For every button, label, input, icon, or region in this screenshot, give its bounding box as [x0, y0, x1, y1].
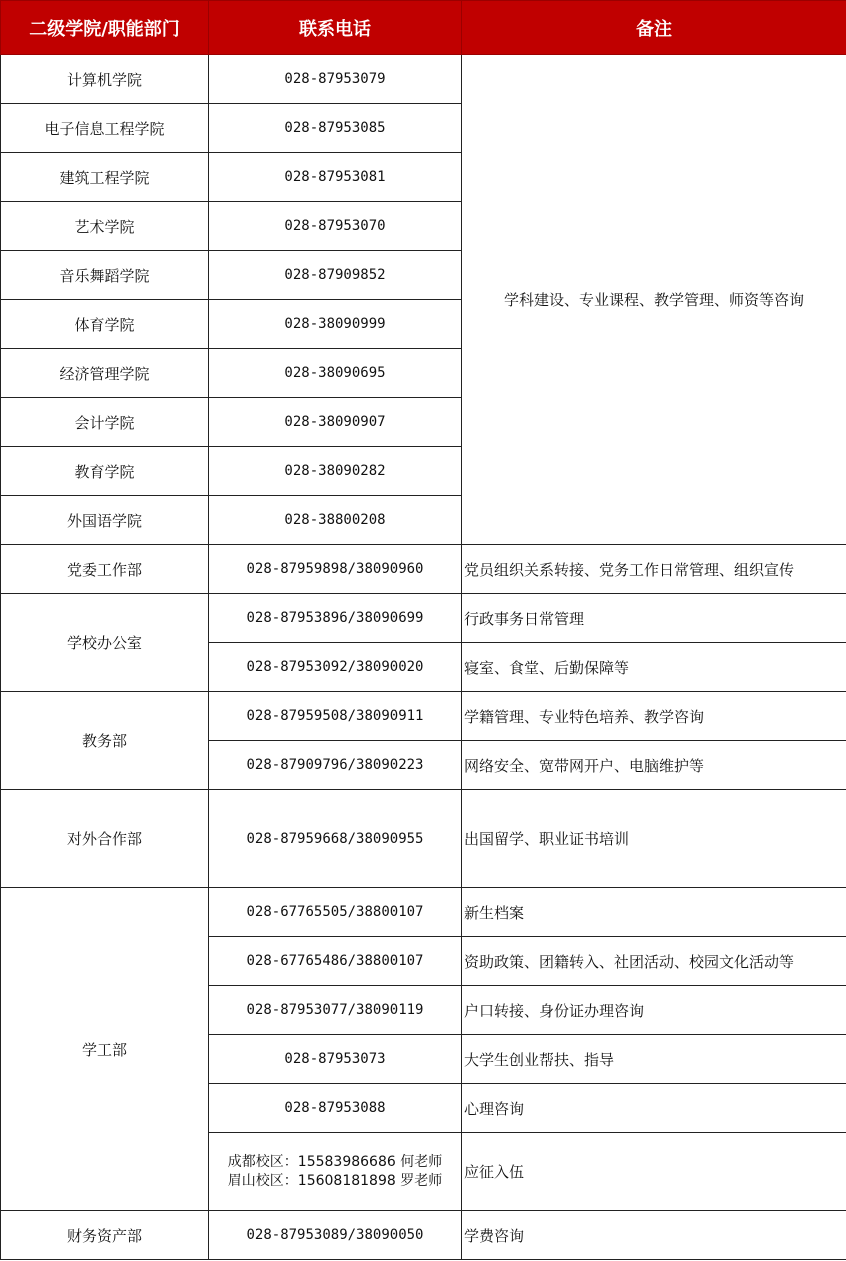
table-row: [1, 790, 846, 888]
note-text: 党员组织关系转接、党务工作日常管理、组织宣传: [462, 545, 846, 594]
note-text: 心理咨询: [462, 1084, 846, 1133]
department-name: 经济管理学院: [1, 349, 209, 398]
table-row: [1, 1211, 846, 1260]
department-name: 教育学院: [1, 447, 209, 496]
note-text: 出国留学、职业证书培训: [462, 790, 846, 888]
phone-number: 028-87909852: [209, 251, 462, 300]
note-text: 网络安全、宽带网开户、电脑维护等: [462, 741, 846, 790]
army-contact-cell: [209, 1133, 462, 1211]
phone-number: 028-67765505/38800107: [209, 888, 462, 937]
phone-number: 028-38090282: [209, 447, 462, 496]
table-row: [1, 545, 846, 594]
phone-number: 028-87953088: [209, 1084, 462, 1133]
note-text: 学费咨询: [462, 1211, 846, 1260]
phone-number: 028-87909796/38090223: [209, 741, 462, 790]
table-row: [1, 692, 846, 741]
phone-number: 028-38800208: [209, 496, 462, 545]
department-name: 建筑工程学院: [1, 153, 209, 202]
department-name: 学校办公室: [1, 594, 209, 692]
department-name: 财务资产部: [1, 1211, 209, 1260]
phone-number: 028-87953070: [209, 202, 462, 251]
phone-number: 028-38090695: [209, 349, 462, 398]
note-text: 大学生创业帮扶、指导: [462, 1035, 846, 1084]
department-name: 教务部: [1, 692, 209, 790]
phone-number: 028-67765486/38800107: [209, 937, 462, 986]
phone-number: 028-87953089/38090050: [209, 1211, 462, 1260]
phone-number: 028-87953077/38090119: [209, 986, 462, 1035]
note-text: 寝室、食堂、后勤保障等: [462, 643, 846, 692]
college-note: 学科建设、专业课程、教学管理、师资等咨询: [462, 55, 846, 545]
phone-number: 028-87953073: [209, 1035, 462, 1084]
table-row: [1, 594, 846, 643]
table-row: [1, 55, 846, 104]
department-name: 党委工作部: [1, 545, 209, 594]
department-name: 音乐舞蹈学院: [1, 251, 209, 300]
department-name: 会计学院: [1, 398, 209, 447]
department-name: 艺术学院: [1, 202, 209, 251]
department-name: 计算机学院: [1, 55, 209, 104]
department-name: 体育学院: [1, 300, 209, 349]
note-text: 户口转接、身份证办理咨询: [462, 986, 846, 1035]
phone-number: 028-87953092/38090020: [209, 643, 462, 692]
chengdu-contact: 成都校区：15583986686 何老师: [227, 1153, 443, 1170]
phone-number: 028-87953079: [209, 55, 462, 104]
header-note: 备注: [462, 1, 846, 55]
phone-number: 028-38090907: [209, 398, 462, 447]
phone-number: 028-87953085: [209, 104, 462, 153]
department-name: 外国语学院: [1, 496, 209, 545]
department-name: 对外合作部: [1, 790, 209, 888]
note-text: 学籍管理、专业特色培养、教学咨询: [462, 692, 846, 741]
note-text: 新生档案: [462, 888, 846, 937]
phone-number: 028-87953081: [209, 153, 462, 202]
meishan-contact: 眉山校区：15608181898 罗老师: [227, 1172, 443, 1189]
header-phone: 联系电话: [209, 1, 462, 55]
phone-number: 028-87959898/38090960: [209, 545, 462, 594]
phone-number: 028-87959508/38090911: [209, 692, 462, 741]
note-text: 行政事务日常管理: [462, 594, 846, 643]
header-department: 二级学院/职能部门: [1, 1, 209, 55]
note-text: 应征入伍: [462, 1133, 846, 1211]
phone-number: 028-87959668/38090955: [209, 790, 462, 888]
phone-number: 028-38090999: [209, 300, 462, 349]
phone-number: 028-87953896/38090699: [209, 594, 462, 643]
header-row: [1, 1, 846, 55]
table-row: [1, 888, 846, 937]
department-name: 学工部: [1, 888, 209, 1211]
department-name: 电子信息工程学院: [1, 104, 209, 153]
note-text: 资助政策、团籍转入、社团活动、校园文化活动等: [462, 937, 846, 986]
